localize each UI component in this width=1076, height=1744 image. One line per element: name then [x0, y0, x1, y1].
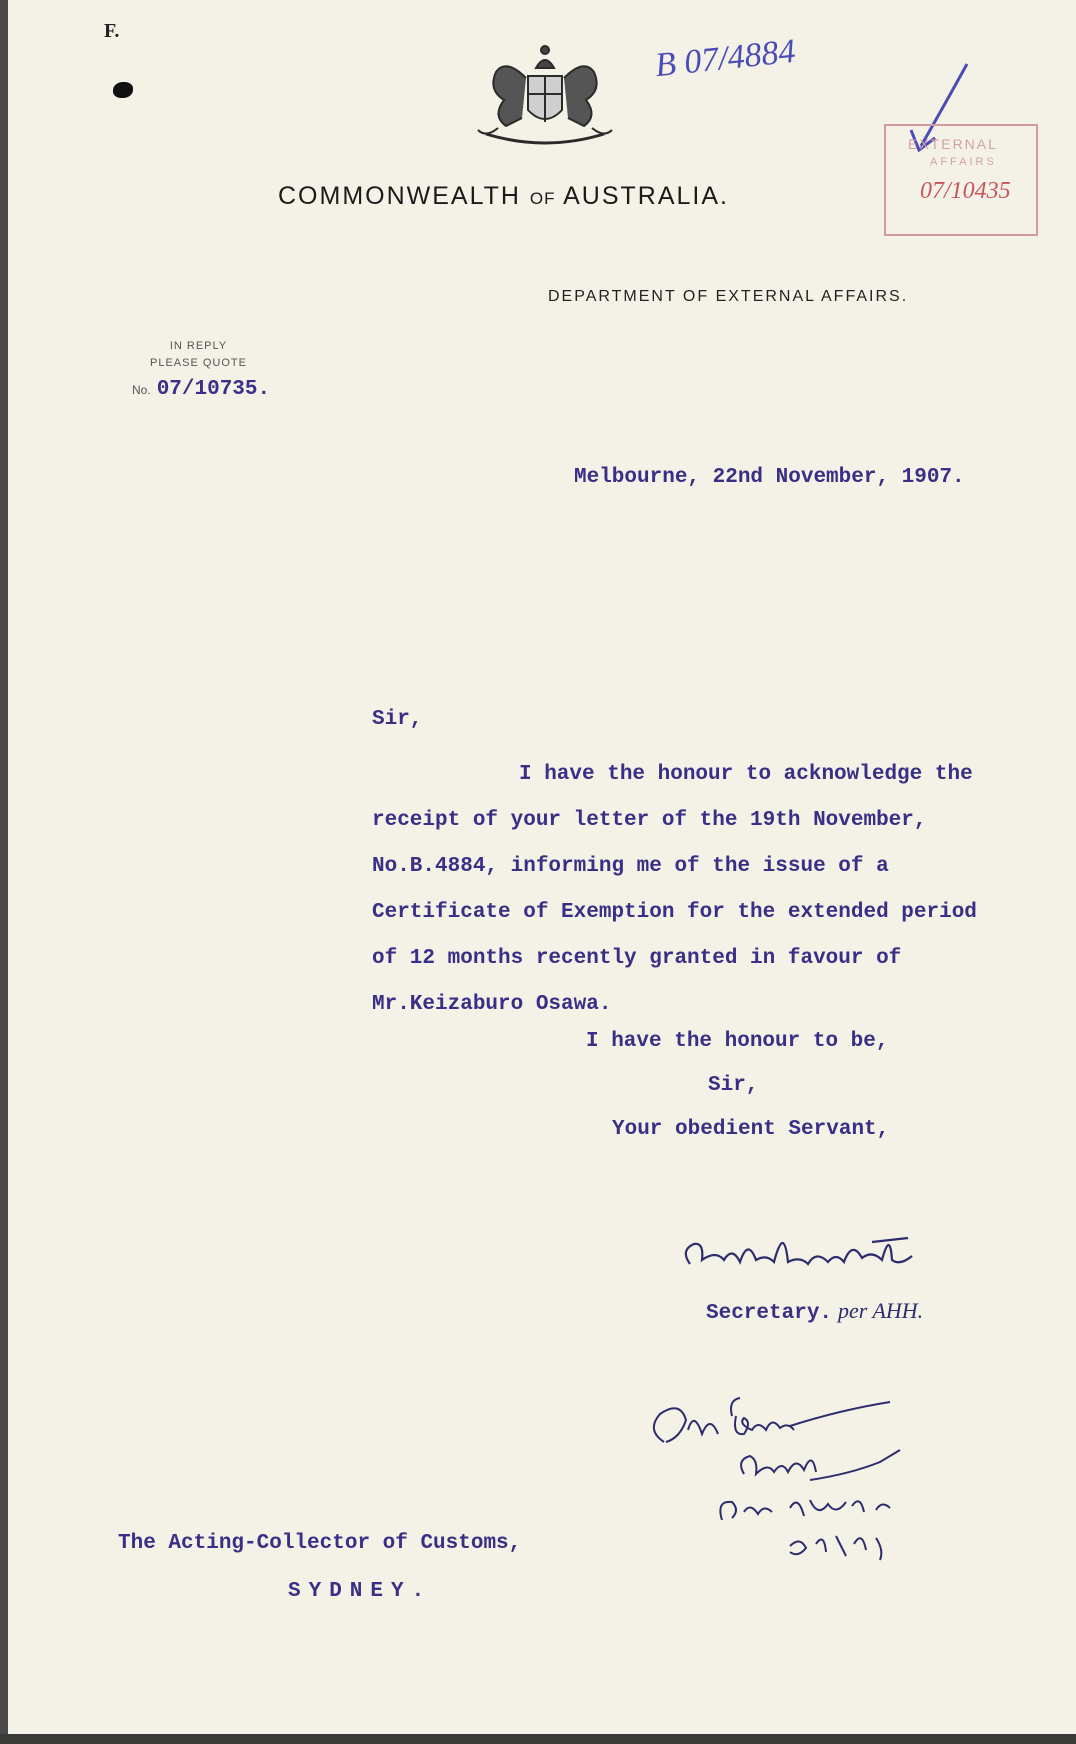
- handwritten-file-note: [640, 1390, 960, 1570]
- reference-label: No.: [132, 383, 151, 397]
- reference-value: 07/10735.: [156, 378, 271, 401]
- coat-of-arms-icon: [466, 38, 624, 150]
- closing-line3: Your obedient Servant,: [612, 1118, 890, 1141]
- received-stamp: [884, 124, 1038, 236]
- closing-line2: Sir,: [708, 1074, 759, 1097]
- addressee-city: SYDNEY.: [288, 1580, 433, 1603]
- salutation: Sir,: [372, 708, 423, 731]
- reply-block: [150, 338, 247, 372]
- punch-hole: [113, 82, 133, 98]
- signature-title: [706, 1298, 923, 1325]
- reference-number: [132, 378, 270, 401]
- corner-mark: F.: [104, 20, 120, 42]
- addressee: The Acting-Collector of Customs,: [118, 1532, 522, 1555]
- letterhead-part2: AUSTRALIA.: [555, 182, 729, 210]
- letterhead-of: OF: [529, 189, 556, 208]
- stamp-line2: AFFAIRS: [930, 156, 997, 168]
- scan-left-edge: [0, 0, 8, 1744]
- letter-body: [372, 752, 1012, 1028]
- letter-body-text: I have the honour to acknowledge the receipt of your letter of the 19th November, No.B.4884, informing me of the issue of a Certificate of Exemption for the extended period of 12 months recently granted in favour of Mr.Keizaburo Osawa.: [372, 763, 977, 1016]
- letterhead-title: [278, 182, 729, 211]
- stamp-number: 07/10435: [920, 178, 1011, 204]
- handwritten-file-number: B 07/4884: [653, 32, 798, 85]
- scan-bottom-edge: [0, 1734, 1076, 1744]
- letterhead-part1: COMMONWEALTH: [278, 182, 530, 210]
- department-name: DEPARTMENT OF EXTERNAL AFFAIRS.: [548, 288, 909, 305]
- dateline: Melbourne, 22nd November, 1907.: [574, 466, 965, 489]
- reply-line2: PLEASE QUOTE: [150, 357, 247, 369]
- closing-line1: I have the honour to be,: [586, 1030, 889, 1053]
- reply-line1: IN REPLY: [169, 340, 228, 352]
- secretary-signature: [676, 1220, 956, 1280]
- stamp-line1: EXTERNAL: [908, 136, 998, 152]
- secretary-label: Secretary.: [706, 1302, 833, 1325]
- per-note: per AHH.: [838, 1298, 924, 1323]
